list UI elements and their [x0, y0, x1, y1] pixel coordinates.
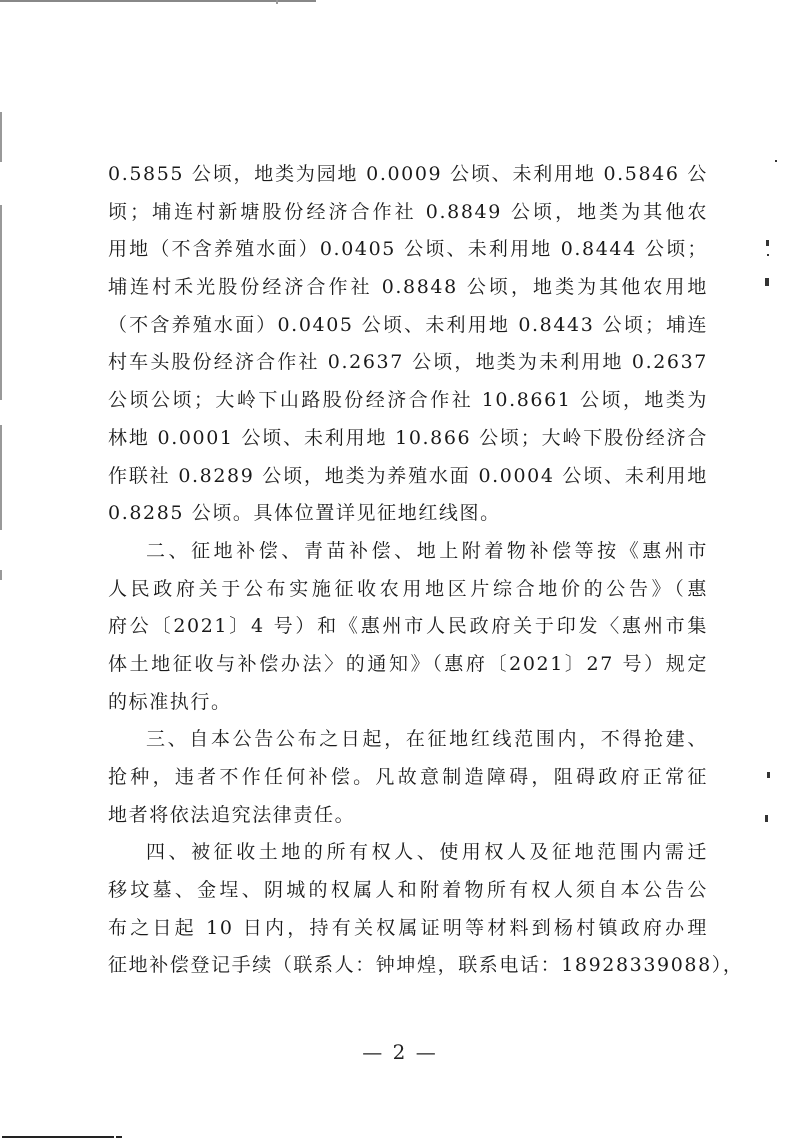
section-heading-line: 四、被征收土地的所有权人、使用权人及征地范围内需迁 — [146, 841, 708, 864]
text-line: 顷；埔连村新塘股份经济合作社 0.8849 公顷，地类为其他农 — [108, 200, 708, 223]
page-number: — 2 — — [362, 1040, 438, 1064]
text-line: 征地补偿登记手续（联系人：钟坤煌，联系电话：18928339088）， — [108, 954, 744, 977]
scan-edge-bottom — [2, 1136, 114, 1138]
text-line: 抢种，违者不作任何补偿。凡故意制造障碍，阻碍政府正常征 — [108, 766, 708, 788]
text-line: 埔连村禾光股份经济合作社 0.8848 公顷，地类为其他农用地 — [108, 276, 708, 299]
scan-speck — [775, 160, 777, 162]
scan-left-edge — [0, 570, 2, 580]
text-line: （不含养殖水面）0.0405 公顷、未利用地 0.8443 公顷；埔连 — [108, 313, 708, 336]
text-line: 府公〔2021〕4 号）和《惠州市人民政府关于印发〈惠州市集 — [108, 615, 708, 638]
text-line: 村车头股份经济合作社 0.2637 公顷，地类为未利用地 0.2637 — [108, 351, 708, 374]
section-heading-line: 二、征地补偿、青苗补偿、地上附着物补偿等按《惠州市 — [146, 539, 708, 562]
text-line: 体土地征收与补偿办法〉的通知》（惠府〔2021〕27 号）规定 — [108, 652, 708, 675]
text-line: 移坟墓、金埕、阴城的权属人和附着物所有权人须自本公告公 — [108, 879, 708, 902]
paragraph-land-details — [108, 156, 708, 533]
text-line: 0.5855 公顷，地类为园地 0.0009 公顷、未利用地 0.5846 公 — [108, 163, 708, 185]
scan-edge-mark — [276, 0, 278, 4]
section-heading-line: 三、自本公告公布之日起，在征地红线范围内，不得抢建、 — [146, 728, 708, 751]
scan-speck — [767, 772, 770, 778]
scan-speck — [766, 240, 769, 246]
scan-left-edge — [0, 425, 2, 530]
scan-left-edge — [0, 112, 2, 162]
text-line: 作联社 0.8289 公顷，地类为养殖水面 0.0004 公顷、未利用地 — [108, 464, 708, 487]
text-line: 人民政府关于公布实施征收农用地区片综合地价的公告》（惠 — [108, 577, 708, 600]
document-body — [108, 156, 744, 985]
text-line: 地者将依法追究法律责任。 — [108, 803, 356, 826]
scan-speck — [767, 254, 769, 256]
scan-speck — [765, 278, 769, 286]
paragraph-section-2-compensation — [108, 533, 708, 721]
text-line: 公顷公顷；大岭下山路股份经济合作社 10.8661 公顷，地类为 — [108, 389, 708, 412]
text-line: 布之日起 10 日内，持有关权属证明等材料到杨村镇政府办理 — [108, 916, 708, 939]
text-line: 的标准执行。 — [108, 690, 232, 713]
text-line: 林地 0.0001 公顷、未利用地 10.866 公顷；大岭下股份经济合 — [108, 426, 708, 449]
scan-edge-top — [0, 0, 316, 2]
text-line: 用地（不含养殖水面）0.0405 公顷、未利用地 0.8444 公顷； — [108, 238, 708, 261]
paragraph-section-3-prohibition — [108, 721, 708, 834]
scan-speck — [765, 815, 768, 822]
paragraph-section-4-registration — [108, 834, 744, 985]
scan-left-edge — [0, 205, 2, 400]
text-line: 0.8285 公顷。具体位置详见征地红线图。 — [108, 502, 501, 525]
scan-edge-mark — [116, 1136, 122, 1138]
